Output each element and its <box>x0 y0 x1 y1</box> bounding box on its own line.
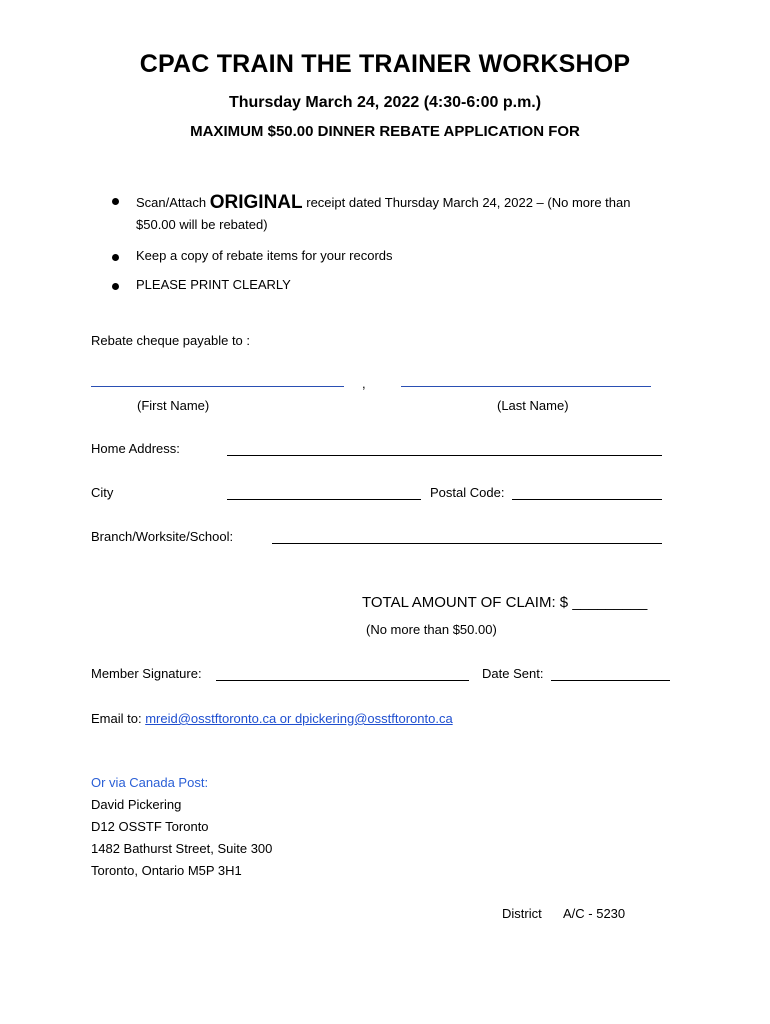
bullet-dot <box>112 283 119 290</box>
first-name-label: (First Name) <box>137 398 210 413</box>
home-address-field[interactable] <box>227 455 662 456</box>
branch-field[interactable] <box>272 543 662 544</box>
canada-post-heading: Or via Canada Post: <box>91 775 209 790</box>
form-title: MAXIMUM $50.00 DINNER REBATE APPLICATION FOR <box>190 123 580 140</box>
email-line <box>91 711 453 726</box>
total-claim-note: (No more than $50.00) <box>366 622 497 637</box>
city-label: City <box>91 485 114 500</box>
signature-field[interactable] <box>216 680 469 681</box>
city-field[interactable] <box>227 499 421 500</box>
address-line: David Pickering <box>91 797 182 812</box>
last-name-field[interactable] <box>401 386 651 387</box>
bullet-text: Scan/Attach <box>136 195 207 210</box>
bullet-text: Keep a copy of rebate items for your records <box>136 248 393 263</box>
bullet-text: PLEASE PRINT CLEARLY <box>136 277 291 292</box>
address-line: D12 OSSTF Toronto <box>91 819 209 834</box>
branch-label: Branch/Worksite/School: <box>91 529 234 544</box>
page-title: CPAC TRAIN THE TRAINER WORKSHOP <box>139 50 631 78</box>
total-claim-field[interactable]: TOTAL AMOUNT OF CLAIM: $ _________ <box>362 594 648 611</box>
date-sent-field[interactable] <box>551 680 670 681</box>
address-line: Toronto, Ontario M5P 3H1 <box>91 863 242 878</box>
last-name-label: (Last Name) <box>497 398 569 413</box>
first-name-field[interactable] <box>91 386 344 387</box>
payable-label: Rebate cheque payable to : <box>91 333 251 348</box>
email-link[interactable]: mreid@osstftoronto.ca or dpickering@osstftoronto.ca <box>145 711 453 726</box>
district-label: District <box>502 906 542 921</box>
email-label: Email to: <box>91 711 142 726</box>
address-line: 1482 Bathurst Street, Suite 300 <box>91 841 273 856</box>
account-code: A/C - 5230 <box>563 906 626 921</box>
postal-code-field[interactable] <box>512 499 662 500</box>
bullet-text: $50.00 will be rebated) <box>136 217 268 232</box>
bullet-dot <box>112 254 119 261</box>
event-date: Thursday March 24, 2022 (4:30-6:00 p.m.) <box>228 94 542 111</box>
original-emphasis: ORIGINAL <box>209 192 303 213</box>
bullet-dot <box>112 198 119 205</box>
name-comma: , <box>362 376 366 391</box>
signature-label: Member Signature: <box>91 666 202 681</box>
bullet-text: receipt dated Thursday March 24, 2022 – (No more than <box>306 195 631 210</box>
date-sent-label: Date Sent: <box>482 666 544 681</box>
home-address-label: Home Address: <box>91 441 180 456</box>
postal-code-label: Postal Code: <box>430 485 505 500</box>
